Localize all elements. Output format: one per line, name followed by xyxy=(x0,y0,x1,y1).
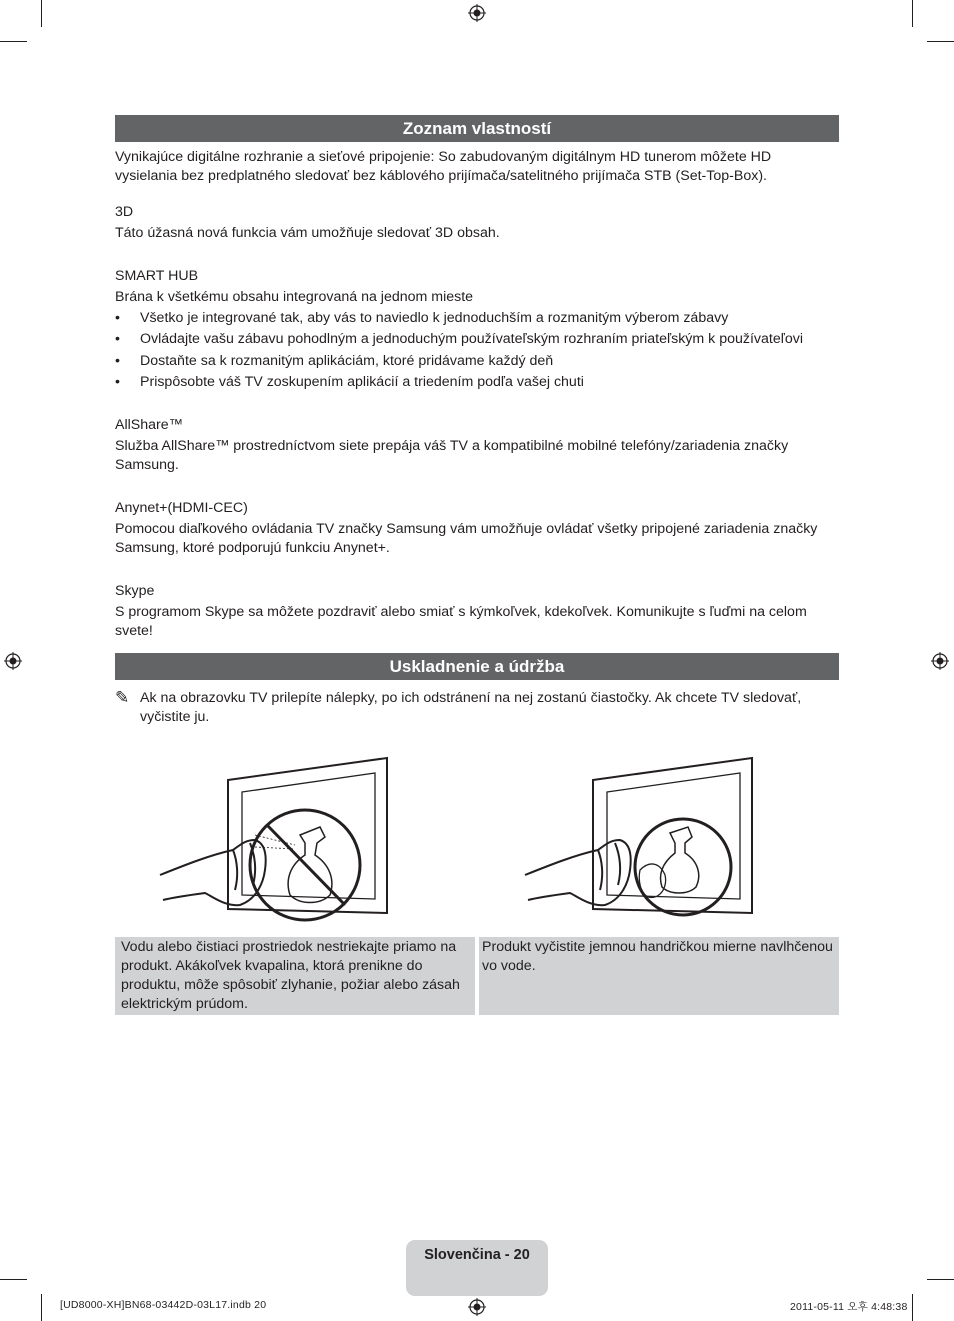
feature-text-skype: S programom Skype sa môžete pozdraviť alebo smiať s kýmkoľvek, kdekoľvek. Komunikujte s ľuďmi na celom svete! xyxy=(115,604,807,639)
crop-mark xyxy=(927,41,954,42)
registration-mark-icon xyxy=(931,652,949,670)
note-icon: ✎ xyxy=(115,688,130,707)
section-title-care: Uskladnenie a údržba xyxy=(115,653,839,680)
list-item: • Všetko je integrované tak, aby vás to naviedlo k jednoduchším a rozmanitým výberom zábavy xyxy=(115,310,729,326)
section-title-features: Zoznam vlastností xyxy=(115,115,839,142)
list-item: • Prispôsobte váš TV zoskupením aplikácií a triedením podľa vašej chuti xyxy=(115,373,584,390)
crop-mark xyxy=(927,1279,954,1280)
feature-text-smart-hub: Brána k všetkému obsahu integrovaná na jednom mieste xyxy=(115,289,474,305)
feature-heading-3d: 3D xyxy=(115,204,134,220)
registration-mark-icon xyxy=(468,4,486,22)
page-number-tab: Slovenčina - 20 xyxy=(406,1240,548,1296)
cloth-cleaning-illustration xyxy=(520,755,760,925)
feature-heading-anynet: Anynet+(HDMI-CEC) xyxy=(115,500,248,516)
crop-mark xyxy=(0,1279,27,1280)
feature-heading-allshare: AllShare™ xyxy=(115,417,183,433)
list-item-text: Prispôsobte váš TV zoskupením aplikácií a triedením podľa vašej chuti xyxy=(140,373,584,390)
care-note: Ak na obrazovku TV prilepíte nálepky, po ich odstránení na nej zostanú čiastočky. Ak chcete TV sledovať, vyčistite ju. xyxy=(140,690,802,725)
smart-hub-bullet-list xyxy=(115,309,839,394)
spray-prohibited-illustration xyxy=(155,755,395,925)
print-slug-left: [UD8000-XH]BN68-03442D-03L17.indb 20 xyxy=(60,1299,267,1311)
registration-mark-icon xyxy=(468,1298,486,1316)
feature-heading-skype: Skype xyxy=(115,583,155,599)
registration-mark-icon xyxy=(4,652,22,670)
print-slug-right: 2011-05-11 오후 4:48:38 xyxy=(790,1301,908,1313)
crop-mark xyxy=(41,0,42,27)
feature-text-3d: Táto úžasná nová funkcia vám umožňuje sledovať 3D obsah. xyxy=(115,225,500,241)
features-intro: Vynikajúce digitálne rozhranie a sieťové pripojenie: So zabudovaným digitálnym HD tunerom môžete HD vysielania bez predplatného sledovať bez káblového prijímača/satelitného prijímača STB (Set-Top-Box). xyxy=(115,149,772,184)
feature-text-allshare: Služba AllShare™ prostredníctvom siete prepája váš TV a kompatibilné mobilné telefóny/zariadenia značky Samsung. xyxy=(115,438,789,473)
list-item-text: Ovládajte vašu zábavu pohodlným a jednoduchým používateľským rozhraním priateľským k používateľovi xyxy=(140,331,803,348)
feature-heading-smart-hub: SMART HUB xyxy=(115,268,199,284)
crop-mark xyxy=(41,1294,42,1321)
feature-text-anynet: Pomocou diaľkového ovládania TV značky Samsung vám umožňuje ovládať všetky pripojené zariadenia značky Samsung, ktoré podporujú funkciu Anynet+. xyxy=(115,521,818,556)
caption-warning: Vodu alebo čistiaci prostriedok nestriekajte priamo na produkt. Akákoľvek kvapalina, ktorá prenikne do produktu, môže spôsobiť zlyhanie, požiar alebo zásah elektrickým prúdom. xyxy=(115,937,475,1015)
caption-recommendation: Produkt vyčistite jemnou handričkou mierne navlhčenou vo vode. xyxy=(479,937,839,1015)
crop-mark xyxy=(912,0,913,27)
list-item-text: Všetko je integrované tak, aby vás to naviedlo k jednoduchším a rozmanitým výberom zábavy xyxy=(140,310,729,326)
list-item: • Dostaňte sa k rozmanitým aplikáciám, ktoré pridávame každý deň xyxy=(115,352,554,369)
list-item: • Ovládajte vašu zábavu pohodlným a jednoduchým používateľským rozhraním priateľským k používateľovi xyxy=(115,331,803,348)
list-item-text: Dostaňte sa k rozmanitým aplikáciám, ktoré pridávame každý deň xyxy=(140,352,554,369)
crop-mark xyxy=(912,1294,913,1321)
crop-mark xyxy=(0,41,27,42)
